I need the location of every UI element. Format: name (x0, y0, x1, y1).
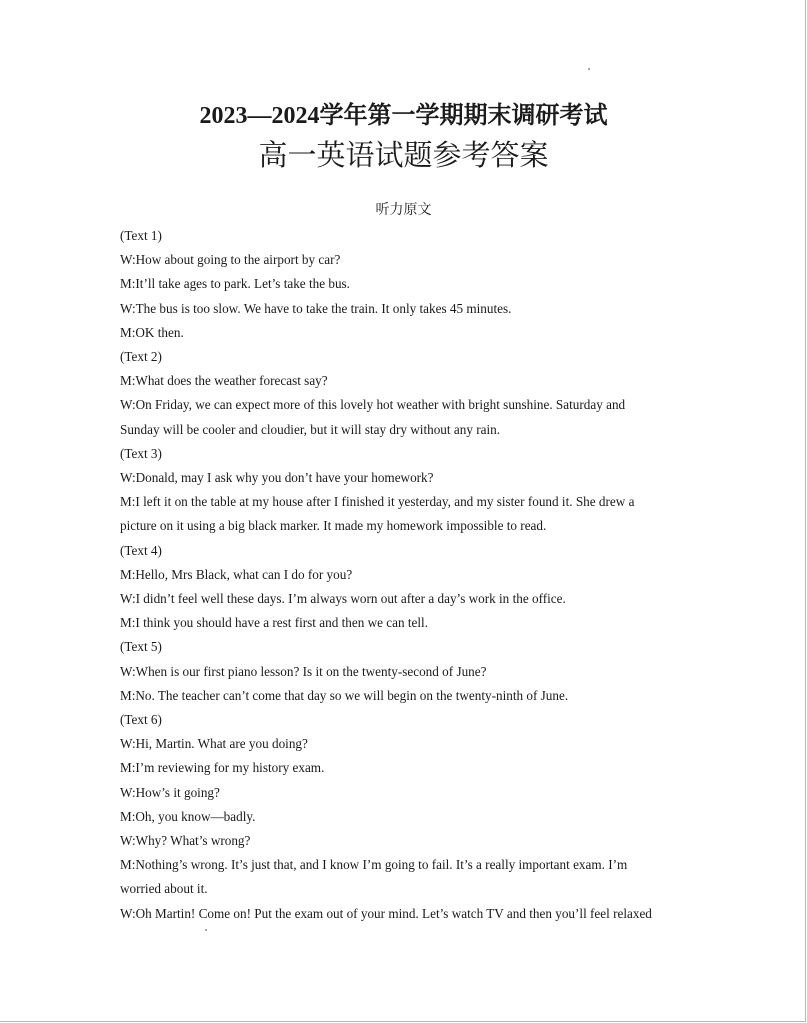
transcript-line: M:Oh, you know—badly. (120, 808, 256, 824)
transcript-line: Sunday will be cooler and cloudier, but it will stay dry without any rain. (120, 421, 501, 437)
transcript-line: (Text 3) (120, 445, 162, 461)
section-heading: 听力原文 (375, 202, 432, 218)
transcript-line: W:Donald, may I ask why you don’t have your homework? (120, 470, 434, 486)
listening-transcript (120, 224, 695, 926)
answer-key-title: 高一英语试题参考答案 (258, 138, 549, 172)
transcript-line: M:I left it on the table at my house after I finished it yesterday, and my sister found it. She drew a (120, 494, 635, 510)
transcript-line: (Text 4) (120, 542, 162, 558)
transcript-line: worried about it. (120, 881, 208, 897)
transcript-line: W:How about going to the airport by car? (120, 252, 341, 268)
transcript-line: (Text 6) (120, 712, 162, 728)
transcript-line: M:Nothing’s wrong. It’s just that, and I know I’m going to fail. It’s a really important exam. I’m (120, 857, 628, 873)
transcript-line: (Text 1) (120, 228, 162, 243)
transcript-line: picture on it using a big black marker. It made my homework impossible to read. (120, 518, 547, 534)
transcript-line: W:I didn’t feel well these days. I’m always worn out after a day’s work in the office. (120, 591, 566, 607)
transcript-line: M:What does the weather forecast say? (120, 373, 328, 389)
transcript-line: M:It’ll take ages to park. Let’s take the bus. (120, 276, 350, 292)
transcript-line: M:OK then. (120, 324, 184, 340)
transcript-line: W:Hi, Martin. What are you doing? (120, 736, 308, 752)
transcript-line: W:Why? What’s wrong? (120, 833, 251, 849)
transcript-line: W:How’s it going? (120, 784, 220, 800)
transcript-line: (Text 2) (120, 349, 162, 365)
transcript-line: (Text 5) (120, 639, 162, 655)
transcript-line: W:When is our first piano lesson? Is it on the twenty-second of June? (120, 663, 487, 679)
transcript-line: M:I’m reviewing for my history exam. (120, 760, 325, 776)
exam-title: 2023—2024学年第一学期期末调研考试 (199, 103, 608, 129)
scan-speck (205, 929, 207, 931)
transcript-line: W:Oh Martin! Come on! Put the exam out of your mind. Let’s watch TV and then you’ll feel relaxed (120, 905, 652, 921)
transcript-line: M:No. The teacher can’t come that day so we will begin on the twenty-ninth of June. (120, 687, 569, 703)
transcript-line: M:Hello, Mrs Black, what can I do for you? (120, 566, 353, 582)
transcript-line: M:I think you should have a rest first and then we can tell. (120, 615, 429, 631)
scan-speck (588, 68, 590, 70)
transcript-line: W:On Friday, we can expect more of this lovely hot weather with bright sunshine. Saturday and (120, 397, 626, 413)
transcript-line: W:The bus is too slow. We have to take the train. It only takes 45 minutes. (120, 300, 512, 316)
